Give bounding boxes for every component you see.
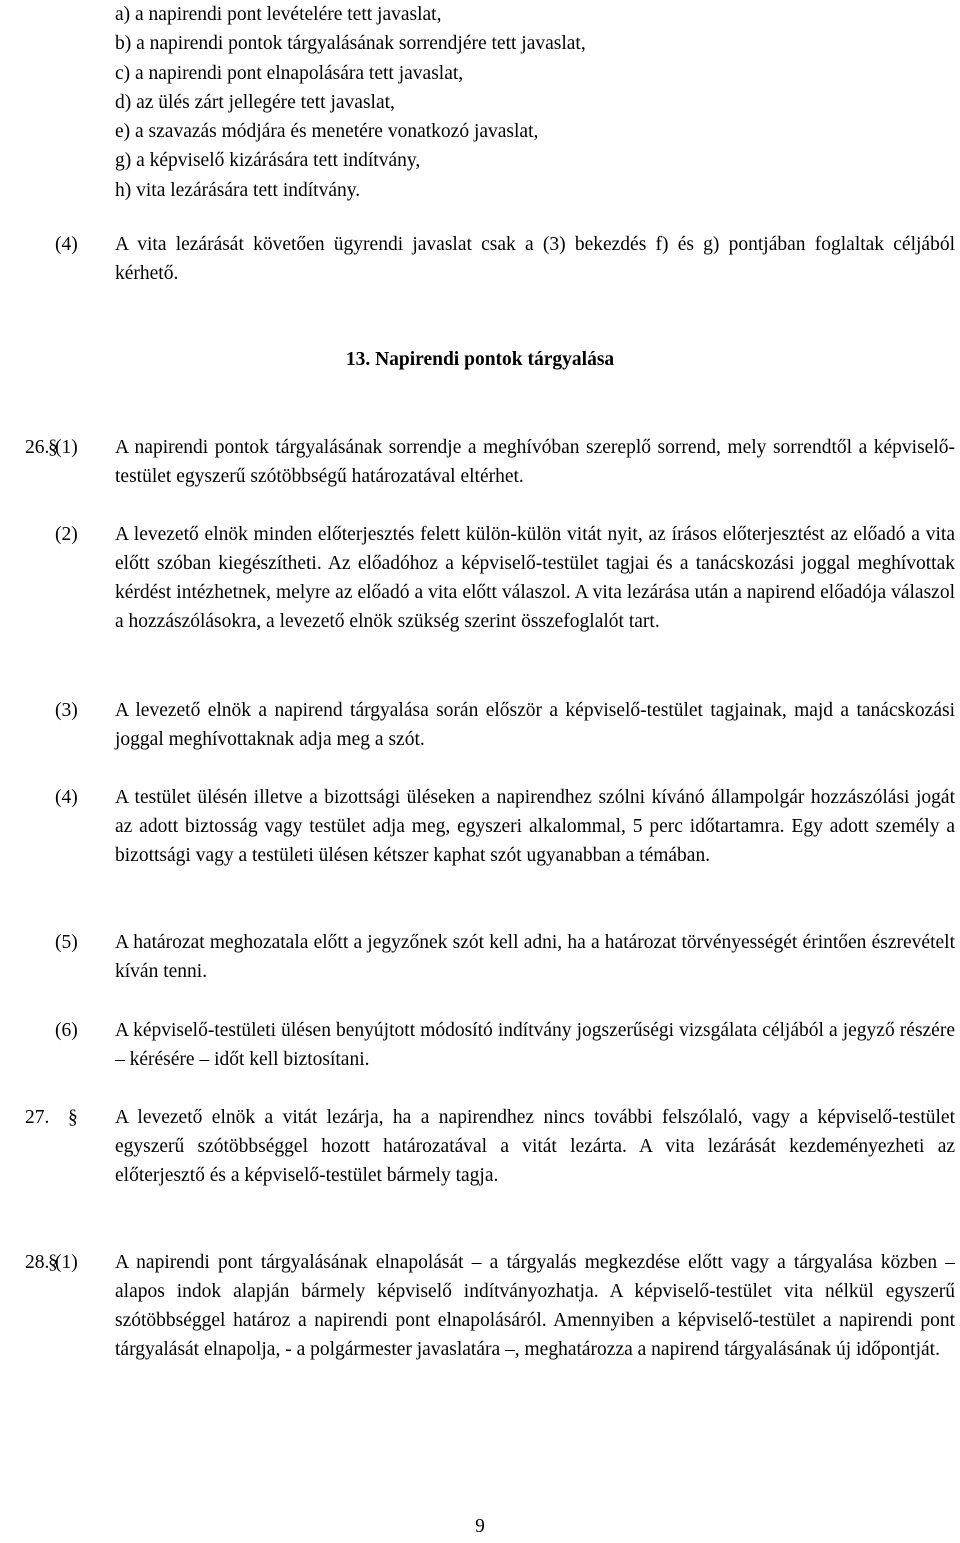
paragraph-text: A napirendi pont tárgyalásának elnapolását – a tárgyalás megkezdése előtt vagy a tárgyalása közben – alapos indok alapján bármely képviselő indítványozhatja. A képviselő-testület vita nélkül egyszerű szótöbbséggel határoz a napirendi pont elnapolásáról. Amennyiben a képviselő-testület a napirendi pont tárgyalását elnapolja, - a polgármester javaslatára –, meghatározza a napirend tárgyalásának új időpontját.	[115, 1252, 955, 1360]
paragraph-text: A testület ülésén illetve a bizottsági üléseken a napirendhez szólni kívánó állampolgár hozzászólási jogát az adott biztosság vagy testület adja meg, egyszeri alkalommal, 5 perc időtartamra. Egy adott személy a bizottsági vagy a testületi ülésen kétszer kaphat szót ugyanabban a témában.	[115, 787, 955, 866]
section-heading: 13. Napirendi pontok tárgyalása	[345, 349, 615, 370]
paragraph-text: A napirendi pontok tárgyalásának sorrendje a meghívóban szereplő sorrend, mely sorrendtől a képviselő-testület egyszerű szótöbbségű határozatával eltérhet.	[115, 437, 955, 487]
list-item: b) a napirendi pontok tárgyalásának sorrendjére tett javaslat,	[115, 33, 586, 55]
section-number: 28.	[25, 1252, 50, 1273]
paragraph-text: A képviselő-testületi ülésen benyújtott módosító indítvány jogszerűségi vizsgálata céljából a jegyző részére – kérésére – időt kell biztosítani.	[115, 1020, 955, 1070]
list-item: h) vita lezárására tett indítvány.	[115, 179, 361, 201]
paragraph-text: A levezető elnök a napirend tárgyalása során először a képviselő-testület tagjainak, majd a tanácskozási joggal meghívottaknak adja meg a szót.	[115, 700, 955, 750]
paragraph-text: A vita lezárását követően ügyrendi javaslat csak a (3) bekezdés f) és g) pontjában foglaltak céljából kérhető.	[115, 234, 955, 284]
section-number: 27.	[25, 1107, 50, 1128]
paragraph-text: A levezető elnök a vitát lezárja, ha a napirendhez nincs további felszólaló, vagy a képviselő-testület egyszerű szótöbbséggel hozott határozatával a vitát lezárta. A vita lezárását kezdeményezheti az előterjesztő és a képviselő-testület bármely tagja.	[115, 1107, 955, 1186]
list-item: g) a képviselő kizárására tett indítvány,	[115, 150, 421, 172]
list-item: e) a szavazás módjára és menetére vonatkozó javaslat,	[115, 121, 539, 143]
list-item: d) az ülés zárt jellegére tett javaslat,	[115, 91, 395, 113]
paragraph-label: (1)	[55, 437, 78, 458]
objection-list	[115, 0, 586, 205]
list-item: a) a napirendi pont levételére tett javaslat,	[115, 4, 442, 25]
paragraph-label: (5)	[55, 932, 78, 953]
paragraph-label: (2)	[55, 524, 78, 545]
section-symbol: §	[48, 437, 58, 458]
paragraph-text: A levezető elnök minden előterjesztés felett külön-külön vitát nyit, az írásos előterjesztést az előadó a vita előtt szóban kiegészítheti. Az előadóhoz a képviselő-testület tagjai és a tanácskozási joggal meghívottak kérdést intézhetnek, melyre az előadó a vita előtt válaszol. A vita lezárása után a napirend előadója válaszol a hozzászólásokra, a levezető elnök szükség szerint összefoglalót tart.	[115, 524, 955, 632]
section-symbol: §	[48, 1252, 58, 1273]
list-item: c) a napirendi pont elnapolására tett javaslat,	[115, 62, 464, 84]
paragraph-label: (1)	[55, 1252, 78, 1273]
section-symbol: §	[68, 1107, 78, 1128]
paragraph-label: (6)	[55, 1020, 78, 1041]
paragraph-label: (4)	[55, 234, 78, 255]
paragraph-label: (3)	[55, 700, 78, 721]
paragraph-text: A határozat meghozatala előtt a jegyzőnek szót kell adni, ha a határozat törvényességét érintően észrevételt kíván tenni.	[115, 932, 955, 982]
section-number: 26.	[25, 437, 50, 458]
paragraph-label: (4)	[55, 787, 78, 808]
page-number: 9	[475, 1516, 485, 1537]
